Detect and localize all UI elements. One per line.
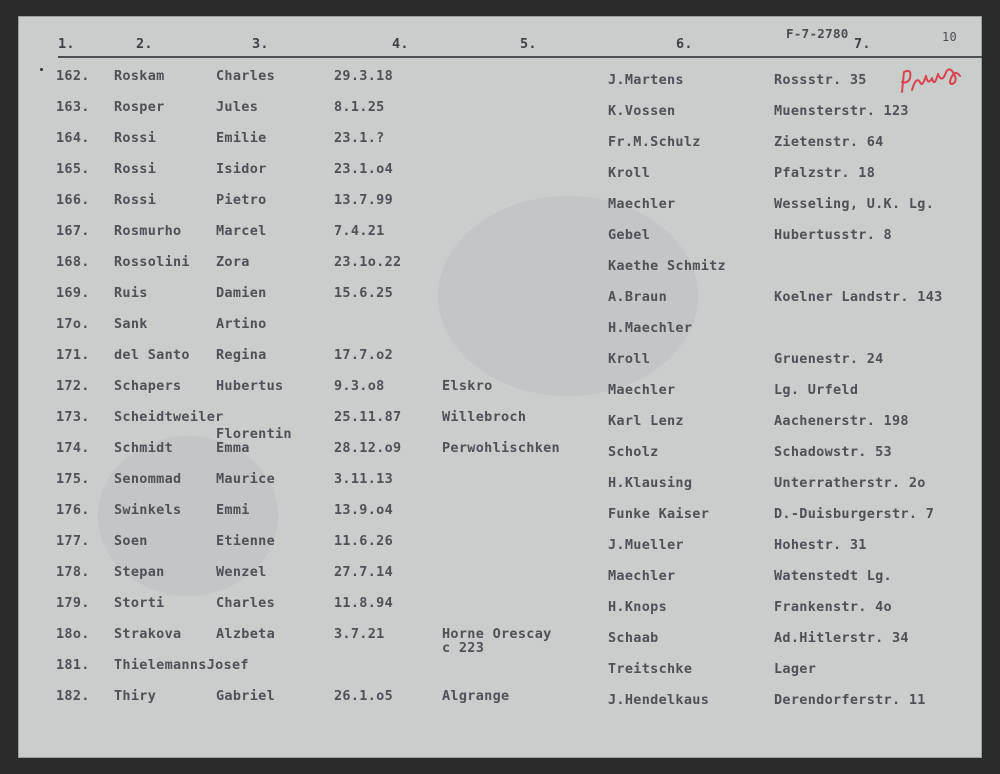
surname: Rosmurho [114,223,182,239]
surname: Rossi [114,130,157,146]
employer: J.Martens [608,72,684,88]
table-row [18,161,982,181]
surname: Soen [114,533,148,549]
document-reference: F-7-2780 [786,26,849,41]
surname: Rossi [114,161,157,177]
surname: Senommad [114,471,182,487]
first-name: Emma [216,440,250,456]
surname: Roskam [114,68,165,84]
address: D.-Duisburgerstr. 7 [774,506,935,522]
birth-date: 27.7.14 [334,564,393,580]
birth-date: 3.11.13 [334,471,393,487]
entry-number: 17o. [56,316,90,332]
address: Ad.Hitlerstr. 34 [774,630,909,646]
table-row [18,688,982,708]
employer: Schaab [608,630,659,646]
corner-mark: 10 [942,30,958,44]
table-row [18,471,982,491]
table-row [18,192,982,212]
employer: Kroll [608,165,651,181]
address: Schadowstr. 53 [774,444,892,460]
birth-date: 3.7.21 [334,626,385,642]
first-name: Pietro [216,192,267,208]
birth-place: Algrange [442,688,510,704]
first-name: Zora [216,254,250,270]
column-number-3: 3. [252,36,269,52]
column-number-6: 6. [676,36,693,52]
employer: H.Maechler [608,320,693,336]
address: Lg. Urfeld [774,382,859,398]
table-row [18,564,982,584]
employer: K.Vossen [608,103,676,119]
address: Wesseling, U.K. Lg. [774,196,935,212]
surname: Thiry [114,688,157,704]
table-row [18,657,982,677]
surname: Ruis [114,285,148,301]
header-rule [58,56,982,58]
entry-number: 18o. [56,626,90,642]
address: Aachenerstr. 198 [774,413,909,429]
employer: A.Braun [608,289,667,305]
column-number-5: 5. [520,36,537,52]
address: Zietenstr. 64 [774,134,884,150]
entry-number: 172. [56,378,90,394]
table-row [18,533,982,553]
first-name: Gabriel [216,688,275,704]
table-row [18,378,982,398]
employer: Karl Lenz [608,413,684,429]
first-name: Regina [216,347,267,363]
table-row [18,409,982,429]
employer: Fr.M.Schulz [608,134,701,150]
column-number-4: 4. [392,36,409,52]
surname: Stepan [114,564,165,580]
employer: Maechler [608,568,676,584]
table-row [18,426,982,460]
entry-number: 169. [56,285,90,301]
surname: Scheidtweiler [114,409,224,425]
table-row [18,68,982,88]
first-name: Wenzel [216,564,267,580]
birth-date: 8.1.25 [334,99,385,115]
birth-place: Elskro [442,378,493,394]
address: Pfalzstr. 18 [774,165,876,181]
first-name: Hubertus [216,378,284,394]
entry-number: 165. [56,161,90,177]
table-row [18,99,982,119]
entry-number: 174. [56,440,90,456]
birth-date: 7.4.21 [334,223,385,239]
birth-place: Horne Orescay [442,626,552,642]
address: Hubertusstr. 8 [774,227,892,243]
surname: Rosper [114,99,165,115]
first-name: Maurice [216,471,275,487]
employer: Maechler [608,382,676,398]
birth-date: 28.12.o9 [334,440,402,456]
surname: Schmidt [114,440,173,456]
birth-date: 23.1.o4 [334,161,393,177]
address: Lager [774,661,817,677]
address: Frankenstr. 4o [774,599,892,615]
birth-date: 29.3.18 [334,68,393,84]
birth-date: 11.8.94 [334,595,393,611]
birth-date: 26.1.o5 [334,688,393,704]
entry-number: 175. [56,471,90,487]
employer: Funke Kaiser [608,506,710,522]
address: Derendorferstr. 11 [774,692,926,708]
address: Muensterstr. 123 [774,103,909,119]
employer: Gebel [608,227,651,243]
table-row [18,223,982,243]
column-number-7: 7. [854,36,871,52]
table-row [18,595,982,615]
entry-number: 168. [56,254,90,270]
document-page [18,16,982,758]
table-row [18,347,982,367]
employer: Treitschke [608,661,693,677]
entry-number: 171. [56,347,90,363]
surname: del Santo [114,347,190,363]
table-row [18,316,982,336]
employer: Scholz [608,444,659,460]
birth-date: 15.6.25 [334,285,393,301]
column-number-2: 2. [136,36,153,52]
column-number-1: 1. [58,36,75,52]
first-name: Jules [216,99,259,115]
address: Hohestr. 31 [774,537,867,553]
first-name: Artino [216,316,267,332]
entry-number: 163. [56,99,90,115]
entry-number: 181. [56,657,90,673]
address: Gruenestr. 24 [774,351,884,367]
employer: H.Klausing [608,475,693,491]
birth-date: 13.7.99 [334,192,393,208]
birth-date: 9.3.o8 [334,378,385,394]
first-name: Etienne [216,533,275,549]
entry-number: 177. [56,533,90,549]
surname: Sank [114,316,148,332]
first-name: Charles [216,68,275,84]
address: Watenstedt Lg. [774,568,892,584]
surname: Rossolini [114,254,190,270]
first-name: Emmi [216,502,250,518]
entry-number: 167. [56,223,90,239]
birth-date: 25.11.87 [334,409,402,425]
first-name: Damien [216,285,267,301]
entry-number: 178. [56,564,90,580]
employer: J.Hendelkaus [608,692,710,708]
table-row [18,285,982,305]
table-row [18,254,982,274]
entry-number: 173. [56,409,90,425]
entry-number: 166. [56,192,90,208]
first-name-alt: Florentin [216,426,292,442]
surname: Storti [114,595,165,611]
first-name: Isidor [216,161,267,177]
birth-place: Perwohlischken [442,440,560,456]
birth-place-continued: c 223 [442,640,485,656]
employer: Maechler [608,196,676,212]
birth-date: 23.1o.22 [334,254,402,270]
entry-number: 182. [56,688,90,704]
entry-number: 164. [56,130,90,146]
entry-number: 162. [56,68,90,84]
employer: Kaethe Schmitz [608,258,726,274]
birth-date: 11.6.26 [334,533,393,549]
surname: ThielemannsJosef [114,657,249,673]
birth-date: 17.7.o2 [334,347,393,363]
table-row [18,502,982,522]
entry-number: 179. [56,595,90,611]
first-name: Charles [216,595,275,611]
entry-number: 176. [56,502,90,518]
first-name: Marcel [216,223,267,239]
birth-place: Willebroch [442,409,527,425]
employer: H.Knops [608,599,667,615]
surname: Rossi [114,192,157,208]
address: Koelner Landstr. 143 [774,289,943,305]
employer: J.Mueller [608,537,684,553]
first-name: Emilie [216,130,267,146]
surname: Schapers [114,378,182,394]
birth-date: 23.1.? [334,130,385,146]
table-row [18,130,982,150]
address: Unterratherstr. 2o [774,475,926,491]
address: Rossstr. 35 [774,72,867,88]
birth-date: 13.9.o4 [334,502,393,518]
first-name: Alzbeta [216,626,275,642]
employer: Kroll [608,351,651,367]
surname: Strakova [114,626,182,642]
surname: Swinkels [114,502,182,518]
table-row [18,626,982,656]
